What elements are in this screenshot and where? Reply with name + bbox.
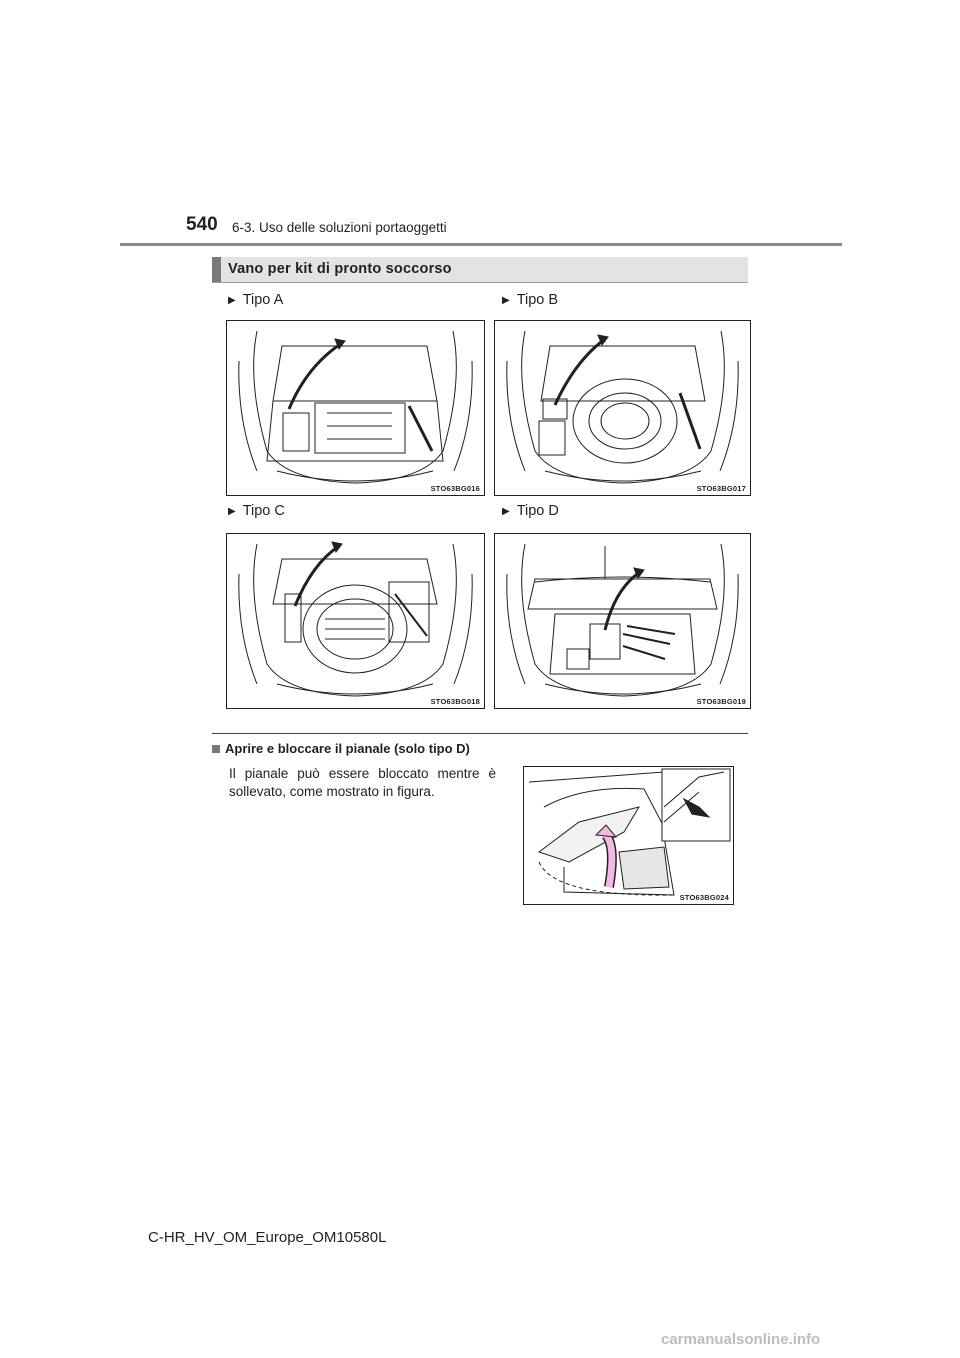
floor-lift-illustration bbox=[524, 767, 733, 904]
triangle-right-icon: ▶ bbox=[228, 506, 236, 517]
section-heading bbox=[212, 257, 748, 283]
trunk-illustration-a bbox=[227, 321, 484, 495]
heading-text: Vano per kit di pronto soccorso bbox=[228, 261, 452, 277]
figure-tipo-d bbox=[494, 533, 751, 709]
figure-tipo-b bbox=[494, 320, 751, 496]
triangle-right-icon: ▶ bbox=[502, 506, 510, 517]
label-tipo-b: ▶ Tipo B bbox=[502, 292, 559, 308]
page-number: 540 bbox=[186, 214, 218, 235]
triangle-right-icon: ▶ bbox=[228, 295, 236, 306]
document-id: C-HR_HV_OM_Europe_OM10580L bbox=[148, 1229, 387, 1246]
figure-code: STO63BG024 bbox=[679, 893, 729, 902]
figure-tipo-a bbox=[226, 320, 485, 496]
figure-code: STO63BG019 bbox=[696, 697, 746, 706]
label-tipo-c: ▶ Tipo C bbox=[228, 503, 285, 519]
square-bullet-icon bbox=[212, 745, 220, 753]
label-tipo-a: ▶ Tipo A bbox=[228, 292, 284, 308]
figure-code: STO63BG017 bbox=[696, 484, 746, 493]
label-tipo-d: ▶ Tipo D bbox=[502, 503, 559, 519]
section-rule bbox=[212, 733, 748, 734]
header-rule bbox=[120, 243, 842, 246]
subsection-body: Il pianale può essere bloccato mentre è sollevato, come mostrato in figura. bbox=[229, 766, 496, 799]
figure-floor-lifted bbox=[523, 766, 734, 905]
trunk-illustration-b bbox=[495, 321, 750, 495]
watermark[interactable]: carmanualsonline.info bbox=[661, 1331, 821, 1348]
subsection-title: Aprire e bloccare il pianale (solo tipo D) bbox=[212, 741, 470, 756]
figure-tipo-c bbox=[226, 533, 485, 709]
heading-accent-bar bbox=[212, 257, 221, 282]
triangle-right-icon: ▶ bbox=[502, 295, 510, 306]
section-title: 6-3. Uso delle soluzioni portaoggetti bbox=[232, 220, 447, 235]
trunk-illustration-d bbox=[495, 534, 750, 708]
figure-code: STO63BG016 bbox=[430, 484, 480, 493]
figure-code: STO63BG018 bbox=[430, 697, 480, 706]
trunk-illustration-c bbox=[227, 534, 484, 708]
